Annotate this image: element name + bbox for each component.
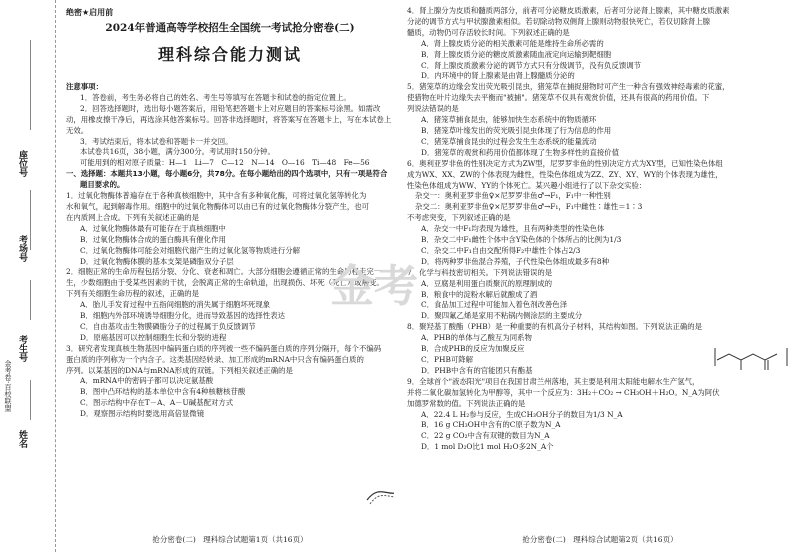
text-line: C．PHB可降解 xyxy=(421,355,474,364)
page-two-footer: 抢分密卷(二) 理科综合试题第2页（共16页） xyxy=(522,535,678,545)
text-line: 并将二氧化碳加氢转化为甲醇等，其中一个反应为：3H₂＋CO₂ → CH₃OH＋H₂O。N_A为阿伏 xyxy=(407,387,720,397)
text-line: D．PHB中含有的官能团只有酯基 xyxy=(421,365,533,375)
text-line: 一、选择题：本题共13小题，每小题6分，共78分。在每小题给出的四个选项中，只有一项是符合 xyxy=(66,169,388,179)
text-line: 无效。 xyxy=(66,125,89,135)
text-line: C．过氧化物酶体可能会对细胞代谢产生的过氧化氢等物质进行分解 xyxy=(80,245,300,255)
phb-structure xyxy=(713,340,789,374)
text-line: 成为WX、XX、ZW的个体表现为雌性，性染色体组成为ZZ、ZY、XY、WY的个体表现为雄性， xyxy=(407,169,723,179)
exam-number-label: 考生号 xyxy=(17,335,27,362)
text-line: B．图中凸环结构的基本单位中含有4种核糖核苷酸 xyxy=(80,387,246,397)
text-line: 序列。以某基因的DNA与mRNA形成的双链。下列相关叙述正确的是 xyxy=(66,365,293,375)
text-line: C．猪笼草捕食昆虫的过程会发生生态系统的能量流动 xyxy=(421,136,597,146)
text-line: D．原癌基因可以控制细胞生长和分裂的进程 xyxy=(80,332,227,342)
text-line: 使猎物在叶片边缘失去平衡而"被捕"。猪笼草不仅具有观赏价值，还具有很高的药用价值。下 xyxy=(407,93,710,103)
watermark: 金考 xyxy=(330,261,418,312)
text-line: 6．奥利亚罗非鱼的性别决定方式为ZW型，尼罗罗非鱼的性别决定方式为XY型，已知性染色体组 xyxy=(407,158,723,168)
text-line: A．猪笼草捕食昆虫，能够加快生态系统中的物质循环 xyxy=(421,115,597,125)
text-line: 7．化学与科技密切相关。下列说法错误的是 xyxy=(407,267,553,277)
binding-line xyxy=(30,40,31,130)
text-line: 不考虑突变，下列叙述正确的是 xyxy=(407,213,511,223)
text-line: D．观察图示结构时要选用高倍显微镜 xyxy=(80,409,205,419)
text-line: D．将两种罗非鱼混合养殖，子代性染色体组成最多有8种 xyxy=(421,256,610,266)
binding-line xyxy=(30,280,31,320)
page-two-body xyxy=(407,6,793,453)
text-line: 杂交二：奥利亚罗非鱼♀×尼罗罗非鱼♂→F₁，F₁中雌性∶雄性＝1∶3 xyxy=(415,202,643,212)
text-line: 2．回答选择题时，选出每小题答案后，用铅笔把答题卡上对应题目的答案标号涂黑。如需改 xyxy=(80,103,381,113)
text-line: D．聚四氟乙烯是家用不粘锅内侧涂层的主要成分 xyxy=(421,311,583,321)
text-line: A．过氧化物酶体最有可能存在于真核细胞中 xyxy=(80,223,226,233)
binding-line xyxy=(30,190,31,250)
text-line: 1．答卷前，考生务必将自己的姓名、考生号等填写在答题卡和试卷的指定位置上。 xyxy=(80,92,351,102)
exam-title: 2024年普通高等学校招生全国统一考试抢分密卷(二) xyxy=(105,22,355,34)
text-line: A．22.4 L H₂参与反应，生成CH₃OH分子的数目为1/3 N_A xyxy=(421,409,623,419)
text-line: B．合成PHB的反应为加聚反应 xyxy=(421,344,525,354)
page-one xyxy=(66,0,394,552)
text-line: B．猪笼草叶缘发出的荧光吸引昆虫体现了行为信息的作用 xyxy=(421,125,612,135)
text-line: B．杂交二中F₁雌性个体中含Y染色体的个体所占的比例为1/3 xyxy=(421,235,622,245)
text-line: 9．全球首个"液态阳光"项目在我国甘肃兰州落地，其主要是利用太阳能电解水生产氢气， xyxy=(407,376,700,386)
page-one-body xyxy=(66,82,394,420)
text-line: A．肾上腺皮质分泌的相关激素可能是维持生命所必需的 xyxy=(421,38,604,48)
text-line: D．1 mol D₂O比1 mol H₂O多2N_A个 xyxy=(421,442,554,452)
text-line: B．16 g CH₃OH中含有的C原子数为N_A xyxy=(421,420,561,430)
text-line: 髓质，动物仍可存活较长时间。下列叙述正确的是 xyxy=(407,27,570,37)
seat-number-label: 座位号 xyxy=(17,150,27,177)
binding-margin xyxy=(0,0,56,552)
text-line: D．内环境中的肾上腺素是由肾上腺髓质分泌的 xyxy=(421,71,575,81)
confidential-mark: 绝密★启用前 xyxy=(66,8,114,17)
text-line: 生，少数细胞由于受某些因素的干扰，会脱离正常的生命轨道，出现损伤、坏死（死亡）或癌变。 xyxy=(66,278,384,288)
text-line: 动，用橡皮擦干净后，再选涂其他答案标号。回答非选择题时，将答案写在答题卡上，写在本试卷上 xyxy=(66,114,392,124)
text-line: 5．猪笼草的边缘会发出荧光吸引昆虫，猪笼草在捕捉猎物时可产生一种含有强效神经毒素的花蜜， xyxy=(407,82,730,92)
text-line: B．粮食中的淀粉水解后就酿成了酒 xyxy=(421,289,538,299)
text-line: 列说法错误的是 xyxy=(407,104,459,114)
text-line: 杂交一：奥利亚罗非鱼♀×尼罗罗非鱼♂→F₁，F₁中一种性别 xyxy=(415,191,611,201)
text-line: C．图示结构中存在T－A、A－U碱基配对方式 xyxy=(80,398,234,408)
text-line: D．过氧化物酶体膜的基本支架是磷脂双分子层 xyxy=(80,256,234,266)
exam-room-label: 考场号 xyxy=(17,235,27,262)
binding-line xyxy=(30,380,31,420)
text-line: 本试卷共16页，38小题，满分300分。考试用时150分钟。 xyxy=(80,147,275,157)
page-one-footer: 抢分密卷(二) 理科综合试题第1页（共16页） xyxy=(152,535,308,545)
text-line: 注意事项： xyxy=(66,82,103,91)
text-line: A．杂交一中F₁均表现为雄性，且有两种类型的性染色体 xyxy=(421,224,605,234)
text-line: A．mRNA中的密码子都可以决定氨基酸 xyxy=(80,376,214,386)
text-line: 蛋白质的序列称为一个内含子。这类基因经转录、加工形成的mRNA中只含有编码蛋白质的 xyxy=(66,354,364,364)
text-line: A．PHB的单体与乙酸互为同系物 xyxy=(421,333,532,343)
union-slogan: 金考卷·百校联盟 xyxy=(4,360,12,412)
text-line: 题目要求的。 xyxy=(80,180,125,190)
text-line: 水和氧气，起到解毒作用。细胞中的过氧化物酶体可以由已有的过氧化物酶体分裂产生，也可 xyxy=(66,201,370,211)
text-line: 分泌的调节方式与甲状腺激素相似。若切除动物双侧肾上腺则动物很快死亡，若仅切除肾上腺 xyxy=(407,16,711,26)
text-line: D．猪笼草的观赏和药用价值都体现了生物多样性的直接价值 xyxy=(421,147,620,157)
text-line: 2．细胞正常的生命历程包括分裂、分化、衰老和凋亡。大部分细胞会遵循正常的生命历程走完一 xyxy=(66,267,382,277)
text-line: 8．聚羟基丁酸酯（PHB）是一种重要的有机高分子材料，其结构如图。下列说法正确的是 xyxy=(407,322,703,332)
text-line: C．肾上腺皮质激素分泌的调节方式只有分级调节，没有负反馈调节 xyxy=(421,60,641,70)
subject-title: 理科综合能力测试 xyxy=(157,45,302,64)
text-line: C．22 g CO₂中含有双键的数目为N_A xyxy=(421,431,550,441)
page-two xyxy=(407,0,793,552)
text-line: 性染色体组成为WW、YY的个体死亡。某兴趣小组进行了以下杂交实验： xyxy=(407,180,647,190)
text-line: 4．肾上腺分为皮质和髓质两部分，前者可分泌糖皮质激素，后者可分泌肾上腺素，其中糖皮质激素 xyxy=(407,6,730,15)
rna-loop-diagram xyxy=(362,440,394,510)
text-line: C．食品加工过程中可能加入着色剂改善色泽 xyxy=(421,300,568,310)
text-line: B．肾上腺皮质分泌的糖皮质激素随血液定向运输到靶细胞 xyxy=(421,49,612,59)
text-line: 下列有关细胞生命历程的叙述，正确的是 xyxy=(66,289,200,299)
text-line: B．过氧化物酶体合成的蛋白酶具有催化作用 xyxy=(80,234,226,244)
text-line: 3．考试结束后，将本试卷和答题卡一并交回。 xyxy=(80,136,233,146)
text-line: 加德罗常数的值。下列说法正确的是 xyxy=(407,398,526,408)
text-line: A．胎儿手发育过程中五指间细胞的消失属于细胞坏死现象 xyxy=(80,300,271,310)
text-line: 1．过氧化物酶体普遍存在于各种真核细胞中，其中含有多种氧化酶，可将过氧化氢等转化为 xyxy=(66,191,367,201)
text-line: C．杂交二中F₁自由交配所得F₂中雄性个体占2/3 xyxy=(421,245,581,255)
name-label: 姓名 xyxy=(17,430,27,448)
text-line: B．细胞内外部环境诱导细胞分化，进而导致基因的选择性表达 xyxy=(80,311,285,321)
text-line: 可能用到的相对原子质量：H—1 Li—7 C—12 N—14 O—16 Ti—48 Fe—56 xyxy=(80,158,370,168)
text-line: A．豆腐是利用蛋白质聚沉的原理制成的 xyxy=(421,278,552,288)
text-line: 在内质网上合成。下列有关叙述正确的是 xyxy=(66,212,200,222)
text-line: C．自由基攻击生物膜磷脂分子的过程属于负反馈调节 xyxy=(80,321,256,331)
text-line: 3．研究者发现真核生物基因中编码蛋白质的序列被一些不编码蛋白质的序列分隔开，每个不编码 xyxy=(66,343,382,353)
